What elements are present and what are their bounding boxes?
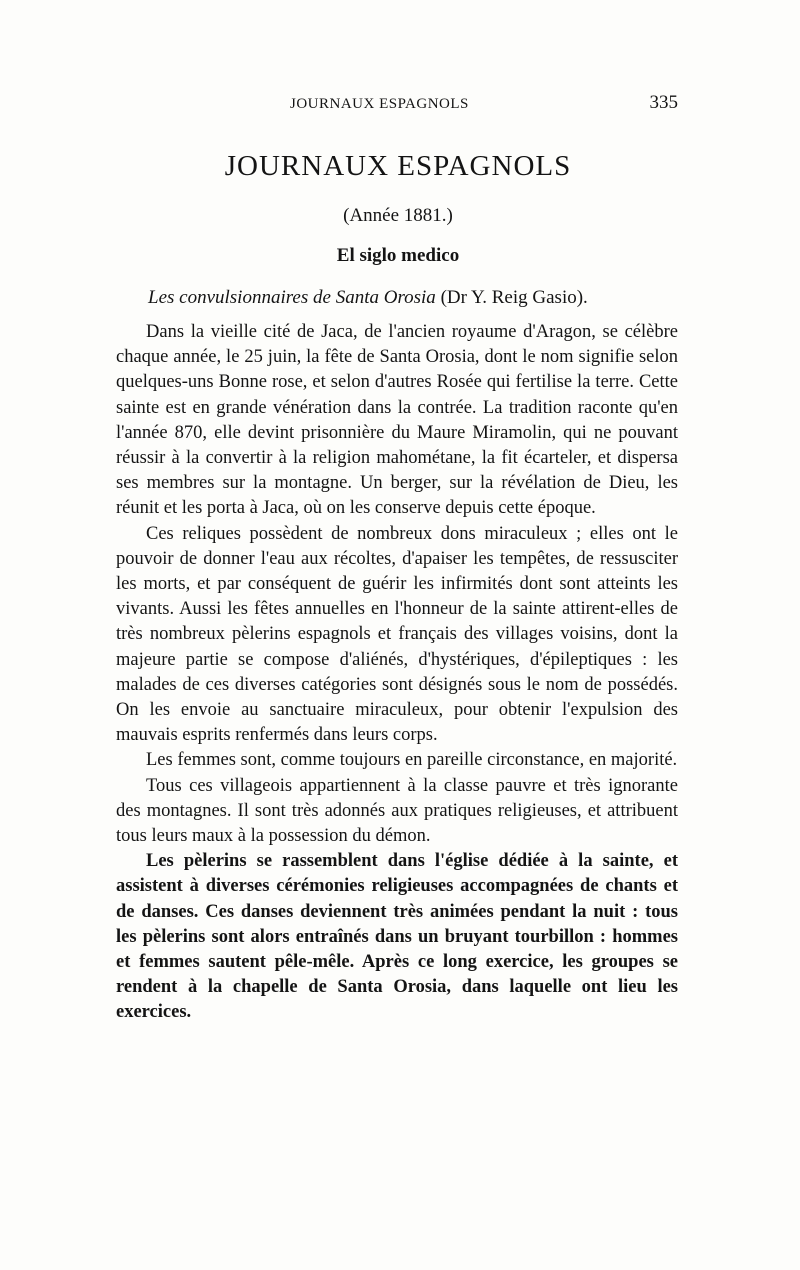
journal-name: El siglo medico (336, 245, 460, 266)
paragraph-3: Les femmes sont, comme toujours en pareille circonstance, en majorité. (146, 750, 678, 771)
page-number: 335 (649, 92, 678, 113)
article-title-text: Les convulsionnaires de Santa Orosia (148, 287, 436, 308)
running-title: JOURNAUX ESPAGNOLS (290, 96, 469, 112)
article-author: (Dr Y. Reig Gasio). (435, 287, 588, 308)
article-body (116, 320, 678, 1026)
running-head (118, 92, 678, 120)
paragraph-5: Les pèlerins se rassemblent dans l'église dédiée à la sainte, et assistent à diverses cérémonies religieuses accompagnées de chants et de danses. Ces danses deviennent très animées pendant la nuit : tous les pèlerins sont alors entraînés dans un bruyant tourbillon : hommes et femmes sautent pêle-mêle. Après ce long exercice, les groupes se rendent à la chapelle de Santa Orosia, dans laquelle ont lieu les exercices. (116, 851, 678, 1023)
article-title (148, 287, 688, 309)
section-title: JOURNAUX ESPAGNOLS (224, 150, 572, 182)
year-subtitle: (Année 1881.) (343, 205, 453, 226)
paragraph-1: Dans la vieille cité de Jaca, de l'ancien royaume d'Aragon, se célèbre chaque année, le 25 juin, la fête de Santa Orosia, dont le nom signifie selon quelques-uns Bonne rose, et selon d'autres Rosée qui fertilise la terre. Cette sainte est en grande vénération dans la contrée. La tradition raconte qu'en l'année 870, elle devint prisonnière du Maure Miramolin, qui ne pouvant réussir à la convertir à la religion mahométane, la fit écarteler, et dispersa ses membres sur la montagne. Un berger, sur la révélation de Dieu, les réunit et les porta à Jaca, où on les conserve depuis cette époque. (116, 322, 678, 519)
paragraph-2: Ces reliques possèdent de nombreux dons miraculeux ; elles ont le pouvoir de donner l'eau aux récoltes, d'apaiser les tempêtes, de ressusciter les morts, et par conséquent de guérir les infirmités dont sont atteints les vivants. Aussi les fêtes annuelles en l'honneur de la sainte attirent-elles de très nombreux pèlerins espagnols et français des villages voisins, dont la majeure partie se compose d'aliénés, d'hystériques, d'épileptiques : les malades de ces diverses catégories sont désignés sous le nom de possédés. On les envoie au sanctuaire miraculeux, pour obtenir l'expulsion des mauvais esprits renfermés dans leurs corps. (116, 523, 678, 746)
paragraph-4: Tous ces villageois appartiennent à la classe pauvre et très ignorante des montagnes. Il sont très adonnés aux pratiques religieuses, et attribuent tous leurs maux à la possession du démon. (116, 775, 678, 847)
